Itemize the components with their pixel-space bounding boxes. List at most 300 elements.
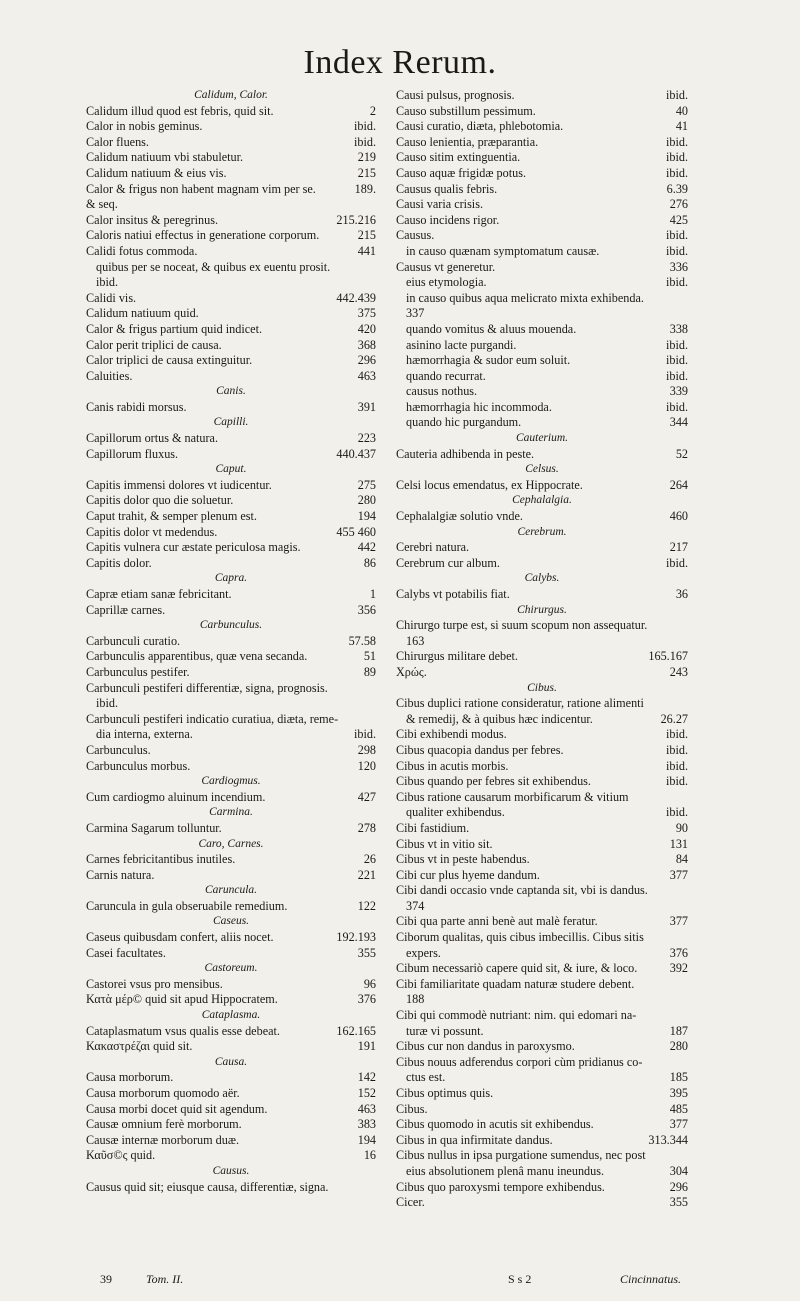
- entry-term: Carbunculi curatio.: [86, 633, 181, 648]
- index-continuation: Cibus ratione causarum morbificarum & vitium: [396, 789, 629, 804]
- entry-page-ref: 425: [669, 212, 688, 227]
- entry-page-ref: 217: [669, 540, 688, 555]
- entry-page-ref: 90: [675, 820, 688, 835]
- index-entry: [86, 119, 376, 135]
- index-entry: [396, 213, 688, 229]
- index-entry: [86, 649, 376, 665]
- entry-term: Causa morbi docet quid sit agendum.: [86, 1101, 268, 1116]
- index-entry: [396, 556, 688, 572]
- index-entry: [86, 1133, 376, 1149]
- entry-term: Cibi exhibendi modus.: [396, 727, 507, 742]
- entry-page-ref: ibid.: [665, 243, 688, 258]
- index-entry: [396, 1164, 688, 1180]
- index-entry: [396, 961, 688, 977]
- index-entry: [396, 1195, 688, 1211]
- index-entry: [396, 104, 688, 120]
- entry-term: Capitis vulnera cur æstate periculosa magis.: [86, 540, 301, 555]
- entry-page-ref: 377: [669, 914, 688, 929]
- entry-page-ref: 280: [357, 493, 376, 508]
- entry-term: Cibum necessariò capere quid sit, & iure, & loco.: [396, 961, 638, 976]
- entry-page-ref: 355: [357, 945, 376, 960]
- entry-term: Causo sitim extinguentia.: [396, 150, 521, 165]
- entry-page-ref: 194: [357, 1132, 376, 1147]
- index-heading: Caruncula.: [204, 884, 258, 897]
- index-continuation: Cibus nouus adferendus corpori cùm pridianus co-: [396, 1054, 643, 1069]
- entry-page-ref: 296: [357, 353, 376, 368]
- entry-page-ref: 420: [357, 321, 376, 336]
- index-continuation: 337: [406, 306, 425, 321]
- entry-term: Cibus quacopia dandus per febres.: [396, 742, 564, 757]
- index-entry: [86, 291, 376, 307]
- index-continuation: ibid.: [96, 275, 119, 290]
- entry-term: Carnis natura.: [86, 867, 155, 882]
- index-entry: [86, 182, 376, 198]
- entry-term: Cibus cur non dandus in paroxysmo.: [396, 1039, 575, 1054]
- entry-page-ref: ibid.: [665, 555, 688, 570]
- entry-term: Calidum natiuum quid.: [86, 306, 199, 321]
- entry-page-ref: 26.27: [660, 711, 688, 726]
- entry-term: Celsi locus emendatus, ex Hippocrate.: [396, 477, 583, 492]
- entry-page-ref: 51: [363, 649, 376, 664]
- index-entry: [86, 743, 376, 759]
- entry-page-ref: 40: [675, 103, 688, 118]
- index-entry: [396, 759, 688, 775]
- entry-page-ref: 338: [669, 321, 688, 336]
- entry-page-ref: 455 460: [336, 524, 376, 539]
- index-entry: [86, 213, 376, 229]
- entry-page-ref: ibid.: [665, 353, 688, 368]
- entry-term: Calor in nobis geminus.: [86, 119, 203, 134]
- index-entry: [86, 665, 376, 681]
- index-entry: [396, 135, 688, 151]
- entry-term: expers.: [406, 945, 441, 960]
- entry-page-ref: 192.193: [336, 930, 376, 945]
- index-entry: [396, 774, 688, 790]
- entry-page-ref: 304: [669, 1163, 688, 1178]
- index-entry: [86, 1102, 376, 1118]
- entry-page-ref: 442.439: [336, 290, 376, 305]
- entry-page-ref: 86: [363, 555, 376, 570]
- index-entry: [396, 88, 688, 104]
- index-entry: [86, 992, 376, 1008]
- entry-page-ref: 57.58: [348, 633, 376, 648]
- entry-term: quando recurrat.: [406, 368, 486, 383]
- entry-page-ref: 120: [357, 758, 376, 773]
- entry-term: Carmina Sagarum tolluntur.: [86, 820, 222, 835]
- entry-term: Cibi fastidium.: [396, 820, 470, 835]
- index-entry: [86, 447, 376, 463]
- entry-page-ref: ibid.: [665, 228, 688, 243]
- index-entry: [86, 135, 376, 151]
- entry-term: Causæ internæ morborum duæ.: [86, 1132, 240, 1147]
- entry-term: Causus.: [396, 228, 435, 243]
- index-heading: Cauterium.: [515, 432, 569, 445]
- entry-page-ref: 36: [675, 587, 688, 601]
- entry-term: Calor triplici de causa extinguitur.: [86, 353, 253, 368]
- index-entry: [86, 946, 376, 962]
- entry-term: Cum cardiogmo aluinum incendium.: [86, 789, 266, 804]
- entry-page-ref: 96: [363, 976, 376, 991]
- entry-page-ref: 355: [669, 1195, 688, 1210]
- entry-term: in causo quænam symptomatum causæ.: [406, 243, 600, 258]
- entry-term: Causo substillum pessimum.: [396, 103, 536, 118]
- entry-term: & remedij, & à quibus hæc indicentur.: [406, 711, 593, 726]
- index-entry: [86, 353, 376, 369]
- index-heading: Canis.: [216, 385, 246, 398]
- index-entry: [86, 821, 376, 837]
- index-continuation: Cibi dandi occasio vnde captanda sit, vbi is dandus.: [396, 883, 648, 898]
- catchword: Cincinnatus.: [620, 1272, 682, 1286]
- entry-term: Calor & frigus partium quid indicet.: [86, 321, 263, 336]
- entry-term: Carbunculus pestifer.: [86, 664, 190, 679]
- index-entry: [396, 805, 688, 821]
- entry-page-ref: 16: [363, 1148, 376, 1163]
- entry-term: Causa morborum quomodo aër.: [86, 1086, 240, 1100]
- index-entry: [396, 665, 688, 681]
- index-heading: Caseus.: [212, 915, 250, 928]
- entry-page-ref: 89: [363, 664, 376, 679]
- entry-page-ref: 383: [357, 1117, 376, 1132]
- entry-page-ref: 377: [669, 867, 688, 882]
- index-entry: [86, 603, 376, 619]
- index-entry: [396, 1102, 688, 1118]
- index-continuation: Cibus duplici ratione consideratur, ratione alimenti: [396, 696, 644, 711]
- index-entry: [396, 649, 688, 665]
- entry-term: dia interna, externa.: [96, 727, 193, 742]
- entry-page-ref: 377: [669, 1117, 688, 1132]
- entry-term: Carnes febricitantibus inutiles.: [86, 852, 236, 867]
- index-heading: Celsus.: [525, 463, 559, 476]
- index-entry: [86, 852, 376, 868]
- index-entry: [86, 634, 376, 650]
- entry-page-ref: 440.437: [336, 446, 376, 461]
- entry-page-ref: 296: [669, 1179, 688, 1194]
- entry-page-ref: 219: [357, 150, 376, 165]
- entry-page-ref: ibid.: [665, 88, 688, 102]
- index-heading: Cardiogmus.: [201, 775, 261, 788]
- entry-term: eius absolutionem plenâ manu ineundus.: [406, 1163, 605, 1178]
- index-entry: [86, 493, 376, 509]
- entry-term: Chirurgus militare debet.: [396, 649, 518, 664]
- entry-term: Calidum natiuum vbi stabuletur.: [86, 150, 244, 165]
- index-column-right: [396, 88, 688, 1211]
- index-continuation: Carbunculi pestiferi indicatio curatiua, diæta, reme-: [86, 711, 339, 726]
- entry-term: Καῦσ©ς quid.: [86, 1148, 156, 1163]
- index-entry: [86, 759, 376, 775]
- entry-term: Calybs vt potabilis fiat.: [396, 587, 510, 601]
- index-entry: [396, 837, 688, 853]
- entry-page-ref: 339: [669, 384, 688, 399]
- entry-page-ref: 162.165: [336, 1023, 376, 1038]
- index-entry: [396, 228, 688, 244]
- entry-term: quando vomitus & aluus mouenda.: [406, 321, 577, 336]
- entry-page-ref: 122: [357, 898, 376, 913]
- entry-term: Calor & frigus non habent magnam vim per se.: [86, 181, 316, 196]
- entry-page-ref: ibid.: [665, 727, 688, 742]
- index-heading: Capilli.: [213, 416, 249, 429]
- index-entry: [396, 260, 688, 276]
- index-heading: Cephalalgia.: [512, 494, 572, 507]
- entry-term: Causæ omnium ferè morborum.: [86, 1117, 242, 1132]
- entry-term: asinino lacte purgandi.: [406, 337, 517, 352]
- entry-term: Cibus quo paroxysmi tempore exhibendus.: [396, 1179, 605, 1194]
- index-entry: [86, 525, 376, 541]
- index-entry: [86, 1039, 376, 1055]
- entry-page-ref: ibid.: [665, 275, 688, 290]
- entry-page-ref: 441: [357, 243, 376, 258]
- entry-term: Caluities.: [86, 368, 133, 383]
- entry-term: Capillorum ortus & natura.: [86, 431, 219, 446]
- entry-term: causus nothus.: [406, 384, 478, 399]
- index-entry: [396, 946, 688, 962]
- entry-page-ref: 280: [669, 1039, 688, 1054]
- entry-term: Castorei vsus pro mensibus.: [86, 976, 223, 991]
- index-entry: [86, 930, 376, 946]
- entry-page-ref: ibid.: [665, 758, 688, 773]
- index-entry: [396, 509, 688, 525]
- entry-page-ref: ibid.: [665, 134, 688, 149]
- entry-page-ref: 442: [357, 540, 376, 555]
- index-entry: [86, 322, 376, 338]
- entry-term: Capitis dolor.: [86, 555, 152, 570]
- index-continuation: quibus per se noceat, & quibus ex euentu prosit.: [96, 259, 331, 274]
- entry-page-ref: 276: [669, 197, 688, 212]
- entry-page-ref: 2: [369, 103, 376, 118]
- entry-page-ref: 152: [357, 1086, 376, 1100]
- entry-term: Cibus.: [396, 1101, 428, 1116]
- index-entry: [396, 166, 688, 182]
- index-continuation: 188: [406, 992, 425, 1007]
- entry-page-ref: ibid.: [665, 774, 688, 789]
- entry-page-ref: 187: [669, 1023, 688, 1038]
- entry-page-ref: 84: [675, 852, 688, 867]
- index-continuation: ibid.: [96, 696, 119, 711]
- entry-term: Causo aquæ frigidæ potus.: [396, 165, 526, 180]
- entry-page-ref: 275: [357, 477, 376, 492]
- entry-page-ref: 189.: [354, 181, 376, 196]
- index-column-left: [86, 88, 376, 1195]
- entry-term: Causi varia crisis.: [396, 197, 483, 212]
- entry-term: Carbunculus morbus.: [86, 758, 191, 773]
- entry-term: Causo lenientia, præparantia.: [396, 134, 539, 149]
- entry-term: Caseus quibusdam confert, aliis nocet.: [86, 930, 274, 945]
- entry-term: eius etymologia.: [406, 275, 487, 290]
- index-entry: [86, 244, 376, 260]
- index-continuation: Ciborum qualitas, quis cibus imbecillis. Cibus sitis: [396, 930, 644, 945]
- entry-term: Caloris natiui effectus in generatione corporum.: [86, 228, 320, 243]
- entry-page-ref: 460: [669, 509, 688, 524]
- entry-term: Cicer.: [396, 1195, 425, 1210]
- index-heading: Capra.: [214, 572, 248, 585]
- index-entry: [396, 1039, 688, 1055]
- entry-term: Cibus quando per febres sit exhibendus.: [396, 774, 591, 789]
- entry-page-ref: 376: [357, 992, 376, 1007]
- entry-term: Causus qualis febris.: [396, 181, 498, 196]
- index-entry: [396, 197, 688, 213]
- index-entry: [396, 119, 688, 135]
- index-entry: [86, 431, 376, 447]
- entry-page-ref: 215.216: [336, 212, 376, 227]
- index-entry: [86, 556, 376, 572]
- signature-mark: 39: [100, 1272, 112, 1286]
- entry-term: Cibi qua parte anni benè aut malè feratur.: [396, 914, 598, 929]
- index-entry: [86, 509, 376, 525]
- entry-page-ref: 215: [357, 228, 376, 243]
- index-entry: [396, 821, 688, 837]
- index-entry: [396, 384, 688, 400]
- entry-term: Calor perit triplici de causa.: [86, 337, 222, 352]
- index-entry: [396, 1024, 688, 1040]
- entry-term: hæmorrhagia hic incommoda.: [406, 399, 552, 414]
- entry-term: Cibus optimus quis.: [396, 1086, 494, 1100]
- index-entry: [86, 1148, 376, 1164]
- entry-term: Cerebri natura.: [396, 540, 470, 555]
- index-continuation: in causo quibus aqua melicrato mixta exhibenda.: [406, 290, 644, 305]
- index-entry: [86, 400, 376, 416]
- index-heading: Caput.: [215, 463, 247, 476]
- entry-page-ref: ibid.: [665, 742, 688, 757]
- index-entry: [396, 852, 688, 868]
- entry-term: Cibus vt in vitio sit.: [396, 836, 493, 851]
- entry-page-ref: ibid.: [665, 337, 688, 352]
- index-entry: [86, 727, 376, 743]
- index-entry: [396, 369, 688, 385]
- entry-term: Χρώς.: [396, 664, 427, 679]
- entry-page-ref: 142: [357, 1070, 376, 1085]
- entry-term: Κατὰ μέρ© quid sit apud Hippocratem.: [86, 992, 278, 1007]
- entry-term: Causo incidens rigor.: [396, 212, 500, 227]
- index-entry: [396, 415, 688, 431]
- index-entry: [396, 914, 688, 930]
- entry-term: Casei facultates.: [86, 945, 166, 960]
- index-entry: [396, 587, 688, 603]
- entry-page-ref: 131: [669, 836, 688, 851]
- index-continuation: Cibi qui commodè nutriant: nim. qui edomari na-: [396, 1008, 637, 1023]
- entry-page-ref: 356: [357, 602, 376, 617]
- entry-term: Causi curatio, diæta, phlebotomia.: [396, 119, 564, 134]
- entry-page-ref: ibid.: [665, 805, 688, 820]
- entry-page-ref: 336: [669, 259, 688, 274]
- entry-term: Cibi cur plus hyeme dandum.: [396, 867, 540, 882]
- entry-term: Κακαστρέζαι quid sit.: [86, 1039, 193, 1054]
- gathering-mark: S s 2: [508, 1272, 532, 1286]
- entry-page-ref: ibid.: [353, 134, 376, 149]
- entry-term: Cibus in acutis morbis.: [396, 758, 509, 773]
- entry-term: hæmorrhagia & sudor eum soluit.: [406, 353, 571, 368]
- entry-term: turæ vi possunt.: [406, 1023, 484, 1038]
- entry-term: Cephalalgiæ solutio vnde.: [396, 509, 523, 524]
- index-entry: [396, 244, 688, 260]
- entry-term: Calor insitus & peregrinus.: [86, 212, 219, 227]
- index-entry: [86, 790, 376, 806]
- volume-label: Tom. II.: [146, 1272, 184, 1286]
- index-entry: [396, 868, 688, 884]
- entry-page-ref: 375: [357, 306, 376, 321]
- entry-page-ref: 298: [357, 742, 376, 757]
- entry-page-ref: 165.167: [648, 649, 688, 664]
- entry-term: Calidum illud quod est febris, quid sit.: [86, 103, 274, 118]
- index-entry: [396, 1180, 688, 1196]
- index-entry: [396, 353, 688, 369]
- entry-page-ref: ibid.: [353, 119, 376, 134]
- page-title: Index Rerum.: [303, 44, 497, 81]
- index-entry: [86, 166, 376, 182]
- entry-page-ref: 26: [363, 852, 376, 867]
- entry-term: Capitis dolor vt medendus.: [86, 524, 218, 539]
- index-heading: Cibus.: [527, 681, 557, 694]
- entry-term: Cerebrum cur album.: [396, 555, 500, 570]
- entry-page-ref: 6.39: [666, 181, 688, 196]
- entry-term: Capillorum fluxus.: [86, 446, 179, 461]
- index-entry: [396, 743, 688, 759]
- entry-page-ref: 221: [357, 867, 376, 882]
- index-entry: [396, 182, 688, 198]
- entry-page-ref: 368: [357, 337, 376, 352]
- entry-term: Carbunculus.: [86, 742, 151, 757]
- index-continuation: Causus quid sit; eiusque causa, differentiæ, signa.: [86, 1179, 329, 1194]
- entry-term: ctus est.: [406, 1070, 446, 1085]
- index-heading: Causus.: [212, 1164, 250, 1177]
- entry-page-ref: ibid.: [665, 368, 688, 383]
- index-entry: [396, 447, 688, 463]
- entry-term: Causa morborum.: [86, 1070, 174, 1085]
- entry-page-ref: 41: [675, 119, 688, 134]
- entry-term: Causi pulsus, prognosis.: [396, 88, 515, 102]
- index-entry: [86, 104, 376, 120]
- index-entry: [396, 727, 688, 743]
- index-continuation: Cibi familiaritate quadam naturæ studere debent.: [396, 976, 635, 991]
- index-entry: [86, 868, 376, 884]
- index-heading: Cerebrum.: [517, 525, 567, 538]
- entry-page-ref: 278: [357, 820, 376, 835]
- entry-page-ref: 344: [669, 415, 688, 430]
- index-continuation: Cibus nullus in ipsa purgatione sumendus, nec post: [396, 1148, 646, 1163]
- entry-page-ref: 1: [369, 587, 376, 601]
- entry-page-ref: 463: [357, 1101, 376, 1116]
- index-entry: [86, 306, 376, 322]
- entry-page-ref: 463: [357, 368, 376, 383]
- entry-term: Caruncula in gula obseruabile remedium.: [86, 898, 288, 913]
- index-entry: [86, 338, 376, 354]
- index-entry: [86, 1086, 376, 1102]
- entry-term: Causus vt generetur.: [396, 259, 496, 274]
- index-entry: [86, 369, 376, 385]
- index-entry: [86, 540, 376, 556]
- index-entry: [86, 899, 376, 915]
- index-heading: Carbunculus.: [199, 619, 263, 632]
- index-entry: [396, 400, 688, 416]
- index-entry: [86, 1117, 376, 1133]
- entry-term: Caput trahit, & semper plenum est.: [86, 509, 257, 524]
- index-heading: Calybs.: [524, 572, 560, 585]
- entry-page-ref: 391: [357, 399, 376, 414]
- index-entry: [396, 275, 688, 291]
- entry-term: Cibus quomodo in acutis sit exhibendus.: [396, 1117, 594, 1132]
- entry-term: Cataplasmatum vsus qualis esse debeat.: [86, 1023, 280, 1038]
- entry-term: Cauteria adhibenda in peste.: [396, 446, 535, 461]
- entry-term: Caprillæ carnes.: [86, 602, 166, 617]
- entry-page-ref: 485: [669, 1101, 688, 1116]
- entry-page-ref: 427: [357, 789, 376, 804]
- entry-term: Capitis immensi dolores vt iudicentur.: [86, 477, 272, 492]
- entry-page-ref: 215: [357, 165, 376, 180]
- entry-page-ref: 194: [357, 509, 376, 524]
- entry-page-ref: 185: [669, 1070, 688, 1085]
- index-entry: [86, 1024, 376, 1040]
- entry-term: Cibus in qua infirmitate dandus.: [396, 1132, 553, 1147]
- index-heading: Carmina.: [209, 806, 253, 819]
- index-entry: [396, 1086, 688, 1102]
